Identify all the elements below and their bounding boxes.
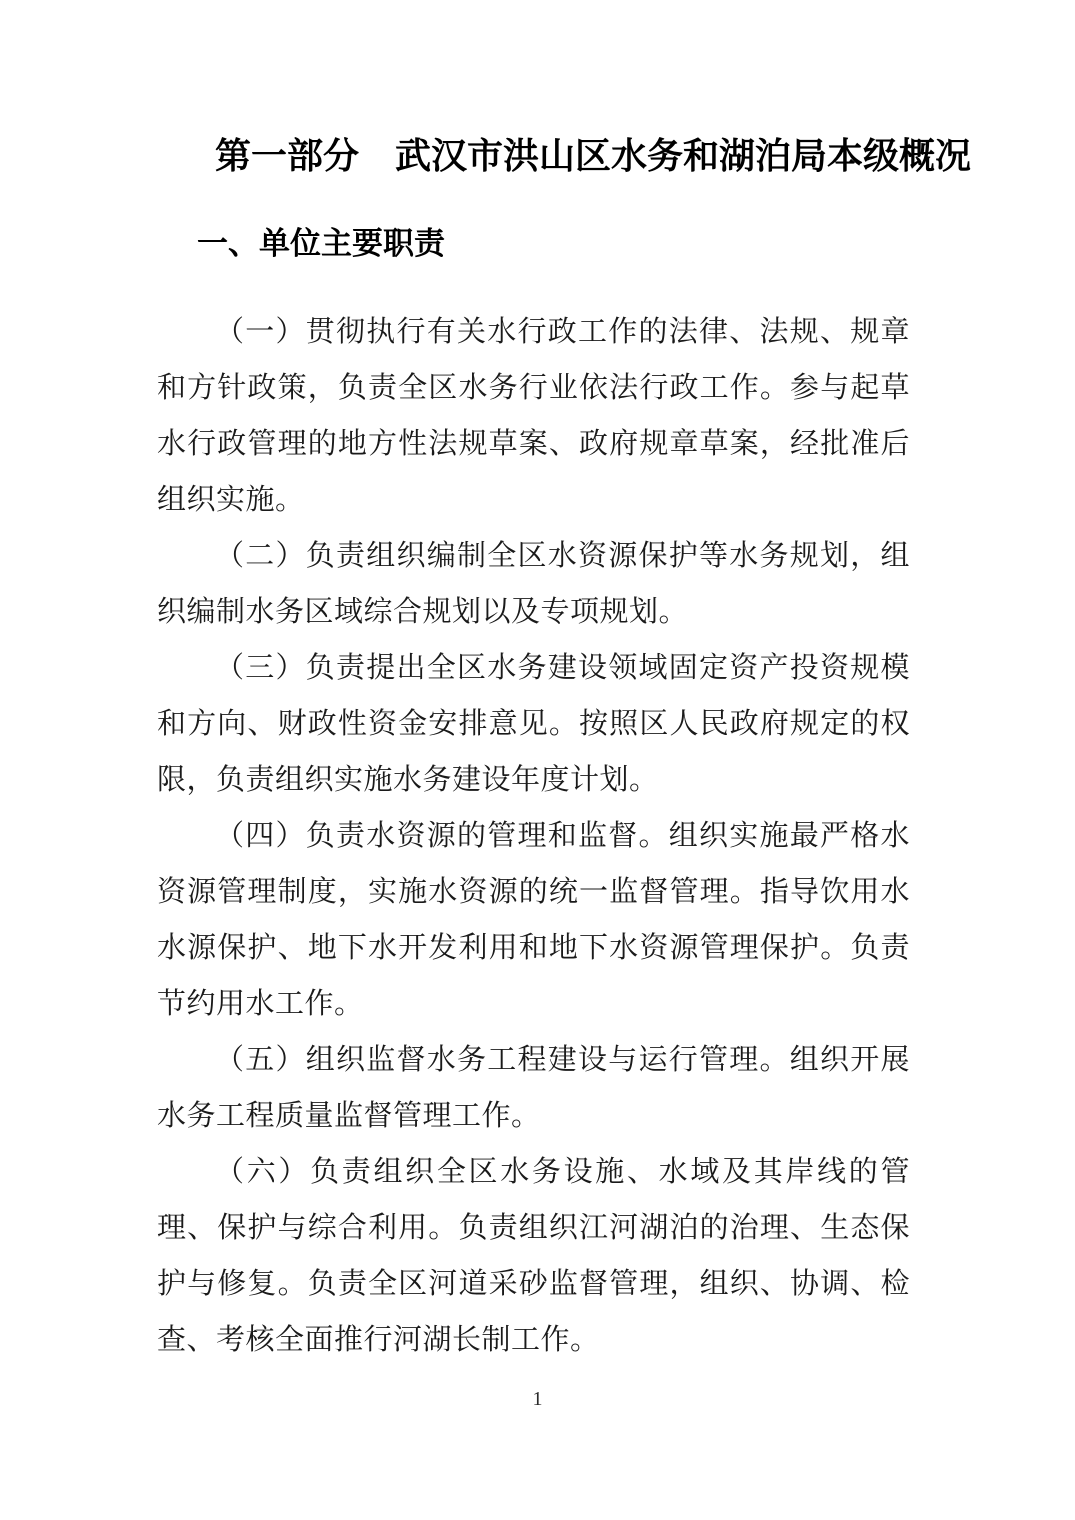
paragraph-1: （一）贯彻执行有关水行政工作的法律、法规、规章和方针政策，负责全区水务行业依法行政工作。参与起草水行政管理的地方性法规草案、政府规章草案，经批准后组织实施。 [157,316,910,516]
document-title: 第一部分 武汉市洪山区水务和湖泊局本级概况 [215,135,972,176]
paragraph-6: （六）负责组织全区水务设施、水域及其岸线的管理、保护与综合利用。负责组织江河湖泊的治理、生态保护与修复。负责全区河道采砂监督管理，组织、协调、检查、考核全面推行河湖长制工作。 [157,1156,910,1356]
paragraph-3: （三）负责提出全区水务建设领域固定资产投资规模和方向、财政性资金安排意见。按照区人民政府规定的权限，负责组织实施水务建设年度计划。 [157,652,910,796]
paragraph-5: （五）组织监督水务工程建设与运行管理。组织开展水务工程质量监督管理工作。 [157,1044,910,1132]
section-heading: 一、单位主要职责 [197,226,445,261]
body-text [157,304,910,1368]
page-number: 1 [532,1388,543,1410]
paragraph-2: （二）负责组织编制全区水资源保护等水务规划，组织编制水务区域综合规划以及专项规划。 [157,540,910,628]
paragraph-4: （四）负责水资源的管理和监督。组织实施最严格水资源管理制度，实施水资源的统一监督管理。指导饮用水水源保护、地下水开发利用和地下水资源管理保护。负责节约用水工作。 [157,820,910,1020]
